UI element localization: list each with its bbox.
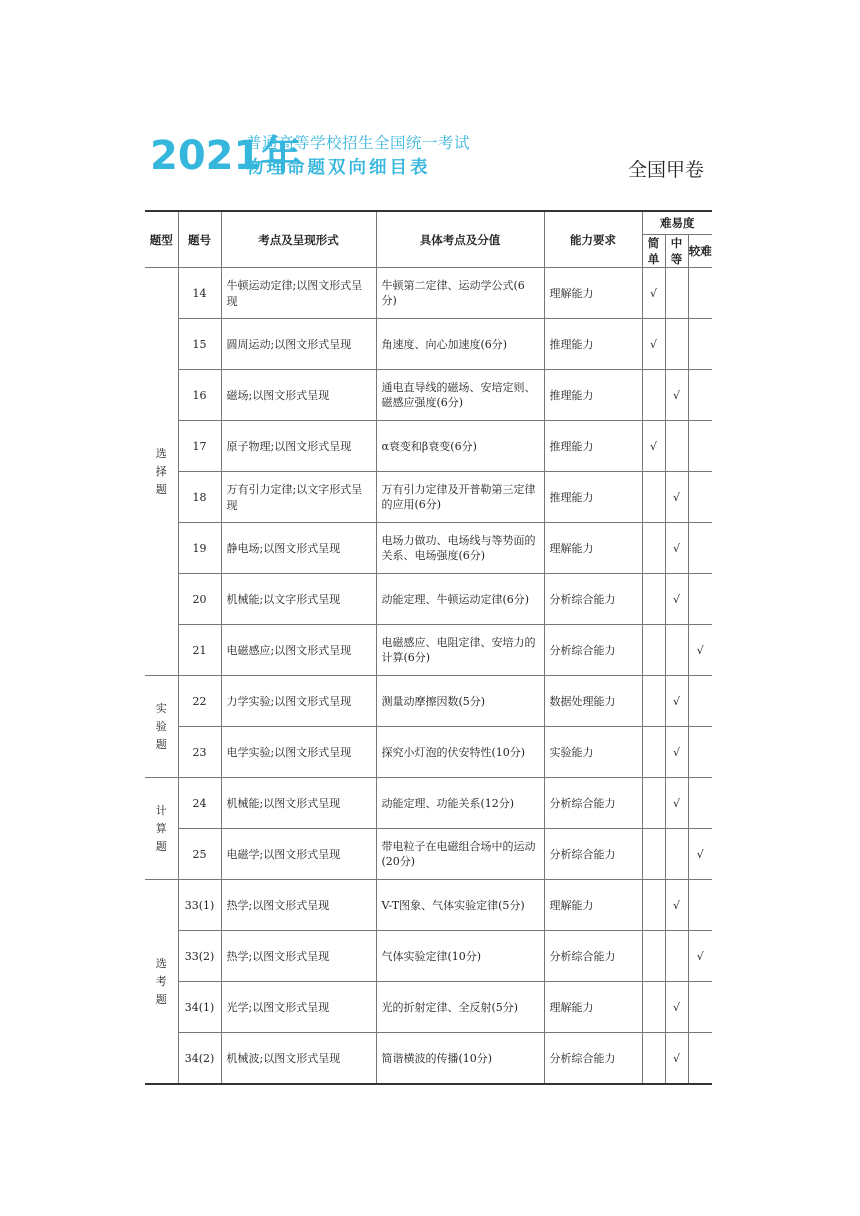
table-row (145, 523, 712, 574)
question-number: 23 (178, 727, 221, 778)
header-medium: 中等 (665, 235, 688, 268)
table-row (145, 574, 712, 625)
ability-requirement: 推理能力 (544, 319, 642, 370)
medium-cell (665, 421, 688, 472)
knowledge-point: 机械波;以图文形式呈现 (221, 1033, 376, 1085)
easy-cell (642, 778, 665, 829)
header-detail: 具体考点及分值 (376, 211, 544, 268)
detail-point: 带电粒子在电磁组合场中的运动(20分) (376, 829, 544, 880)
hard-cell (688, 472, 712, 523)
medium-check-mark: √ (665, 778, 688, 829)
category-label: 实验题 (155, 701, 167, 751)
table-row (145, 1033, 712, 1085)
exam-name: 普通高等学校招生全国统一考试 (246, 134, 471, 152)
medium-check-mark: √ (665, 676, 688, 727)
ability-requirement: 分析综合能力 (544, 1033, 642, 1085)
hard-cell (688, 523, 712, 574)
hard-cell (688, 574, 712, 625)
category-cell (145, 268, 178, 676)
table-row (145, 829, 712, 880)
medium-check-mark: √ (665, 727, 688, 778)
hard-cell (688, 319, 712, 370)
easy-cell (642, 676, 665, 727)
table-row (145, 472, 712, 523)
hard-cell (688, 370, 712, 421)
header-ability: 能力要求 (544, 211, 642, 268)
question-number: 17 (178, 421, 221, 472)
table-row (145, 625, 712, 676)
question-number: 25 (178, 829, 221, 880)
hard-cell (688, 778, 712, 829)
hard-cell (688, 676, 712, 727)
detail-point: 光的折射定律、全反射(5分) (376, 982, 544, 1033)
medium-check-mark: √ (665, 472, 688, 523)
easy-cell (642, 982, 665, 1033)
table-row (145, 421, 712, 472)
ability-requirement: 分析综合能力 (544, 778, 642, 829)
easy-cell (642, 829, 665, 880)
question-number: 34(2) (178, 1033, 221, 1085)
detail-point: 角速度、向心加速度(6分) (376, 319, 544, 370)
header-point: 考点及呈现形式 (221, 211, 376, 268)
question-number: 14 (178, 268, 221, 319)
hard-check-mark: √ (688, 931, 712, 982)
question-number: 21 (178, 625, 221, 676)
header-hard: 较难 (688, 235, 712, 268)
knowledge-point: 光学;以图文形式呈现 (221, 982, 376, 1033)
hard-check-mark: √ (688, 625, 712, 676)
detail-point: 通电直导线的磁场、安培定则、磁感应强度(6分) (376, 370, 544, 421)
question-number: 33(2) (178, 931, 221, 982)
ability-requirement: 分析综合能力 (544, 829, 642, 880)
ability-requirement: 实验能力 (544, 727, 642, 778)
easy-check-mark: √ (642, 319, 665, 370)
ability-requirement: 分析综合能力 (544, 574, 642, 625)
ability-requirement: 理解能力 (544, 268, 642, 319)
detail-point: 简谐横波的传播(10分) (376, 1033, 544, 1085)
question-number: 16 (178, 370, 221, 421)
knowledge-point: 牛顿运动定律;以图文形式呈现 (221, 268, 376, 319)
knowledge-point: 热学;以图文形式呈现 (221, 880, 376, 931)
ability-requirement: 理解能力 (544, 523, 642, 574)
detail-point: V-T图象、气体实验定律(5分) (376, 880, 544, 931)
year-title: 2021年 (150, 133, 302, 179)
hard-cell (688, 727, 712, 778)
medium-check-mark: √ (665, 982, 688, 1033)
detail-point: α衰变和β衰变(6分) (376, 421, 544, 472)
question-number: 15 (178, 319, 221, 370)
knowledge-point: 静电场;以图文形式呈现 (221, 523, 376, 574)
medium-cell (665, 625, 688, 676)
paper-type: 全国甲卷 (628, 159, 705, 181)
knowledge-point: 力学实验;以图文形式呈现 (221, 676, 376, 727)
category-cell (145, 778, 178, 880)
medium-cell (665, 829, 688, 880)
easy-cell (642, 931, 665, 982)
detail-point: 动能定理、功能关系(12分) (376, 778, 544, 829)
table-row (145, 370, 712, 421)
medium-check-mark: √ (665, 880, 688, 931)
table-row (145, 880, 712, 931)
table-row (145, 676, 712, 727)
header-difficulty: 难易度 (642, 211, 712, 235)
hard-cell (688, 982, 712, 1033)
knowledge-point: 机械能;以文字形式呈现 (221, 574, 376, 625)
easy-cell (642, 523, 665, 574)
detail-point: 测量动摩擦因数(5分) (376, 676, 544, 727)
table-row (145, 727, 712, 778)
knowledge-point: 圆周运动;以图文形式呈现 (221, 319, 376, 370)
detail-point: 电场力做功、电场线与等势面的关系、电场强度(6分) (376, 523, 544, 574)
question-number: 24 (178, 778, 221, 829)
easy-cell (642, 625, 665, 676)
header-easy: 简单 (642, 235, 665, 268)
question-number: 22 (178, 676, 221, 727)
detail-point: 气体实验定律(10分) (376, 931, 544, 982)
header-block (150, 128, 710, 188)
easy-cell (642, 880, 665, 931)
knowledge-point: 电磁感应;以图文形式呈现 (221, 625, 376, 676)
knowledge-point: 热学;以图文形式呈现 (221, 931, 376, 982)
header-type: 题型 (145, 211, 178, 268)
ability-requirement: 理解能力 (544, 880, 642, 931)
table-row (145, 319, 712, 370)
table-row (145, 268, 712, 319)
hard-cell (688, 1033, 712, 1085)
hard-check-mark: √ (688, 829, 712, 880)
easy-cell (642, 370, 665, 421)
question-number: 19 (178, 523, 221, 574)
medium-cell (665, 268, 688, 319)
table-row (145, 982, 712, 1033)
category-label: 选考题 (155, 956, 167, 1006)
ability-requirement: 推理能力 (544, 472, 642, 523)
category-label: 选择题 (155, 446, 167, 496)
knowledge-point: 万有引力定律;以文字形式呈现 (221, 472, 376, 523)
question-number: 20 (178, 574, 221, 625)
knowledge-point: 电学实验;以图文形式呈现 (221, 727, 376, 778)
detail-point: 动能定理、牛顿运动定律(6分) (376, 574, 544, 625)
document-title: 物理命题双向细目表 (246, 158, 431, 178)
table-row (145, 778, 712, 829)
detail-point: 牛顿第二定律、运动学公式(6分) (376, 268, 544, 319)
category-label: 计算题 (155, 803, 167, 853)
knowledge-point: 原子物理;以图文形式呈现 (221, 421, 376, 472)
easy-cell (642, 472, 665, 523)
knowledge-point: 电磁学;以图文形式呈现 (221, 829, 376, 880)
hard-cell (688, 421, 712, 472)
ability-requirement: 推理能力 (544, 421, 642, 472)
question-number: 34(1) (178, 982, 221, 1033)
knowledge-point: 机械能;以图文形式呈现 (221, 778, 376, 829)
medium-cell (665, 931, 688, 982)
medium-check-mark: √ (665, 370, 688, 421)
easy-cell (642, 1033, 665, 1085)
easy-cell (642, 727, 665, 778)
medium-check-mark: √ (665, 1033, 688, 1085)
easy-check-mark: √ (642, 421, 665, 472)
ability-requirement: 分析综合能力 (544, 625, 642, 676)
medium-cell (665, 319, 688, 370)
medium-check-mark: √ (665, 523, 688, 574)
hard-cell (688, 880, 712, 931)
question-number: 33(1) (178, 880, 221, 931)
medium-check-mark: √ (665, 574, 688, 625)
easy-cell (642, 574, 665, 625)
detail-point: 电磁感应、电阻定律、安培力的计算(6分) (376, 625, 544, 676)
spec-table (145, 210, 712, 1085)
hard-cell (688, 268, 712, 319)
detail-point: 探究小灯泡的伏安特性(10分) (376, 727, 544, 778)
ability-requirement: 数据处理能力 (544, 676, 642, 727)
ability-requirement: 分析综合能力 (544, 931, 642, 982)
category-cell (145, 880, 178, 1085)
easy-check-mark: √ (642, 268, 665, 319)
category-cell (145, 676, 178, 778)
ability-requirement: 理解能力 (544, 982, 642, 1033)
header-number: 题号 (178, 211, 221, 268)
table-row (145, 931, 712, 982)
question-number: 18 (178, 472, 221, 523)
detail-point: 万有引力定律及开普勒第三定律的应用(6分) (376, 472, 544, 523)
knowledge-point: 磁场;以图文形式呈现 (221, 370, 376, 421)
ability-requirement: 推理能力 (544, 370, 642, 421)
